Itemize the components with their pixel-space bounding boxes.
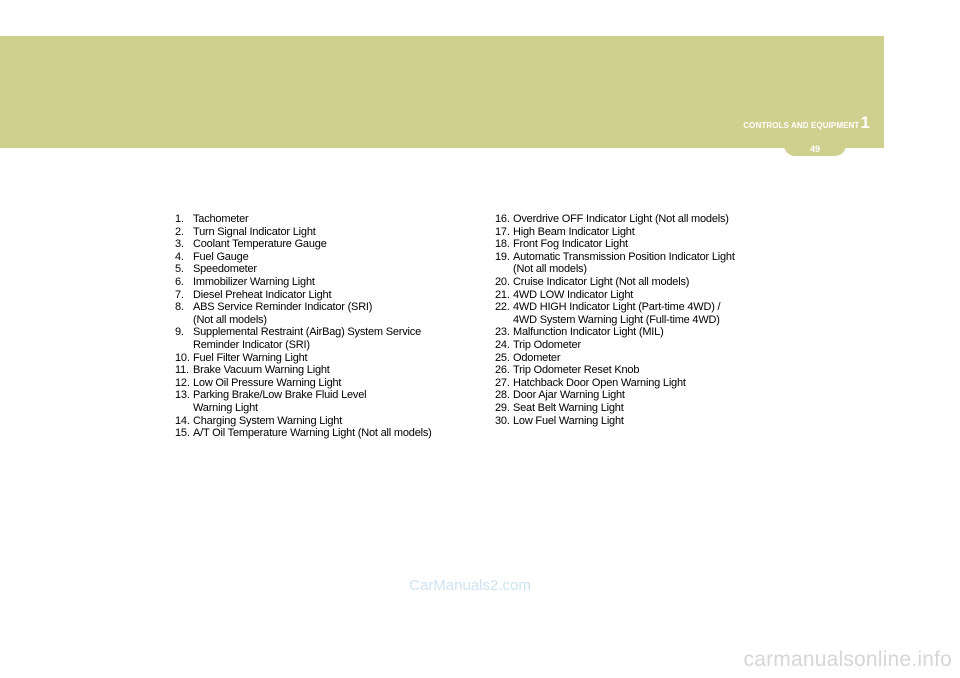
legend-item-text <box>193 226 475 239</box>
legend-item-number: 11. <box>175 364 189 377</box>
page-number-tab <box>784 134 846 156</box>
legend-item-text <box>513 289 765 302</box>
legend-item <box>495 289 765 302</box>
legend-item-line: Diesel Preheat Indicator Light <box>193 288 332 301</box>
legend-item-line: (Not all models) <box>513 263 587 276</box>
legend-item <box>175 415 475 428</box>
header-band <box>0 36 884 148</box>
legend-item-text <box>513 402 765 415</box>
legend-item-number: 3. <box>175 238 184 251</box>
legend-item <box>495 364 765 377</box>
legend-item <box>495 377 765 390</box>
legend-item-number: 20. <box>495 275 510 288</box>
legend-item <box>495 402 765 415</box>
legend-item-line: High Beam Indicator Light <box>513 225 635 238</box>
legend-item-line: Speedometer <box>193 263 257 276</box>
legend-item <box>175 251 475 264</box>
legend-item-number: 6. <box>175 275 184 288</box>
legend-item <box>175 326 475 351</box>
legend-item-number: 17. <box>495 225 510 238</box>
footer-watermark: carmanualsonline.info <box>743 648 952 671</box>
legend-item-line: ABS Service Reminder Indicator (SRI) <box>193 301 373 314</box>
legend-item-number: 28. <box>495 389 510 402</box>
legend-item <box>175 213 475 226</box>
legend-item-text <box>193 352 475 365</box>
legend-item-number: 13. <box>175 389 190 402</box>
legend-item-line: Low Fuel Warning Light <box>513 414 624 427</box>
watermark-link[interactable]: CarManuals2.com <box>409 577 531 594</box>
legend-item-line: Reminder Indicator (SRI) <box>193 338 310 351</box>
legend-item-number: 30. <box>495 414 510 427</box>
legend-item-text <box>193 427 475 440</box>
legend-item <box>175 364 475 377</box>
legend-item-number: 9. <box>175 326 184 339</box>
legend-item <box>495 301 765 326</box>
legend-item-text <box>513 238 765 251</box>
legend-item <box>495 326 765 339</box>
legend-item <box>495 251 765 276</box>
legend-item-text <box>193 301 475 326</box>
legend-item-number: 8. <box>175 301 184 314</box>
legend-item <box>175 226 475 239</box>
section-number: 1 <box>860 113 870 132</box>
legend-item <box>175 238 475 251</box>
legend-item-line: Turn Signal Indicator Light <box>193 225 316 238</box>
legend-item <box>175 263 475 276</box>
legend-item-line: Brake Vacuum Warning Light <box>193 364 330 377</box>
legend-item-number: 23. <box>495 326 510 339</box>
legend-item <box>175 389 475 414</box>
right-legend-list <box>495 213 765 427</box>
page-number: 49 <box>809 144 820 154</box>
legend-item-number: 22. <box>495 301 510 314</box>
legend-item-text <box>513 226 765 239</box>
legend-item-number: 29. <box>495 401 510 414</box>
legend-item-text <box>513 276 765 289</box>
legend-item-text <box>193 415 475 428</box>
legend-item-text <box>193 326 475 351</box>
legend-item <box>175 276 475 289</box>
legend-item-text <box>513 213 765 226</box>
legend-item-number: 26. <box>495 364 510 377</box>
legend-item-text <box>513 415 765 428</box>
section-title <box>743 114 870 131</box>
legend-item-text <box>193 389 475 414</box>
legend-item-line: (Not all models) <box>193 313 267 326</box>
legend-item-text <box>193 251 475 264</box>
legend-item-number: 12. <box>175 376 190 389</box>
legend-item-line: Fuel Gauge <box>193 250 249 263</box>
legend-item-line: 4WD HIGH Indicator Light (Part-time 4WD) / <box>513 301 721 314</box>
legend-item-number: 10. <box>175 351 190 364</box>
legend-item-line: Parking Brake/Low Brake Fluid Level <box>193 389 367 402</box>
legend-item-line: Seat Belt Warning Light <box>513 401 624 414</box>
legend-item <box>495 415 765 428</box>
legend-item <box>495 213 765 226</box>
section-label: CONTROLS AND EQUIPMENT <box>743 121 860 130</box>
legend-item-text <box>193 238 475 251</box>
legend-item <box>495 226 765 239</box>
legend-item-line: Supplemental Restraint (AirBag) System Service <box>193 326 422 339</box>
legend-item-text <box>193 377 475 390</box>
legend-item-text <box>513 339 765 352</box>
legend-item-line: Fuel Filter Warning Light <box>193 351 308 364</box>
legend-item-line: Tachometer <box>193 213 249 225</box>
legend-item-text <box>193 213 475 226</box>
legend-item-line: Low Oil Pressure Warning Light <box>193 376 342 389</box>
legend-item-text <box>513 377 765 390</box>
legend-item-text <box>513 301 765 326</box>
legend-item-number: 7. <box>175 288 184 301</box>
legend-item-line: 4WD LOW Indicator Light <box>513 288 634 301</box>
legend-item-number: 27. <box>495 376 510 389</box>
legend-item-line: Warning Light <box>193 401 258 414</box>
legend-item-text <box>193 364 475 377</box>
legend-item-number: 18. <box>495 238 510 251</box>
legend-item <box>495 352 765 365</box>
legend-item-line: 4WD System Warning Light (Full-time 4WD) <box>513 313 720 326</box>
legend-item-number: 2. <box>175 225 184 238</box>
legend-item-number: 4. <box>175 250 184 263</box>
legend-item-line: Immobilizer Warning Light <box>193 275 315 288</box>
legend-item-text <box>513 364 765 377</box>
legend-item-line: Front Fog Indicator Light <box>513 238 628 251</box>
legend-item-text <box>513 326 765 339</box>
legend-item <box>175 301 475 326</box>
legend-item-line: Cruise Indicator Light (Not all models) <box>513 275 690 288</box>
legend-item-text <box>513 352 765 365</box>
left-legend-list <box>175 213 475 440</box>
legend-item-line: Trip Odometer <box>513 338 581 351</box>
legend-item-line: Odometer <box>513 351 561 364</box>
legend-item <box>175 377 475 390</box>
legend-item-line: Trip Odometer Reset Knob <box>513 364 640 377</box>
legend-item-text <box>513 389 765 402</box>
legend-item <box>175 289 475 302</box>
legend-item-text <box>193 276 475 289</box>
legend-item-text <box>193 263 475 276</box>
legend-item-number: 5. <box>175 263 184 276</box>
legend-item-line: Malfunction Indicator Light (MIL) <box>513 326 664 339</box>
legend-item-number: 1. <box>175 213 184 225</box>
legend-item <box>495 238 765 251</box>
legend-item-text <box>193 289 475 302</box>
legend-item-line: Coolant Temperature Gauge <box>193 238 327 251</box>
legend-item-line: Door Ajar Warning Light <box>513 389 625 402</box>
legend-item <box>175 352 475 365</box>
legend-item-number: 25. <box>495 351 510 364</box>
legend-item-number: 15. <box>175 427 190 440</box>
legend-item-line: Automatic Transmission Position Indicator Light <box>513 250 735 263</box>
legend-item <box>175 427 475 440</box>
legend-item <box>495 276 765 289</box>
legend-item-number: 24. <box>495 338 510 351</box>
legend-item <box>495 389 765 402</box>
legend-item-number: 19. <box>495 250 510 263</box>
legend-item-number: 16. <box>495 213 510 225</box>
legend-item-line: A/T Oil Temperature Warning Light (Not all models) <box>193 427 432 440</box>
legend-item-line: Hatchback Door Open Warning Light <box>513 376 686 389</box>
legend-item-text <box>513 251 765 276</box>
legend-item <box>495 339 765 352</box>
legend-item-line: Charging System Warning Light <box>193 414 343 427</box>
legend-item-line: Overdrive OFF Indicator Light (Not all models) <box>513 213 729 225</box>
legend-item-number: 14. <box>175 414 190 427</box>
legend-item-number: 21. <box>495 288 510 301</box>
